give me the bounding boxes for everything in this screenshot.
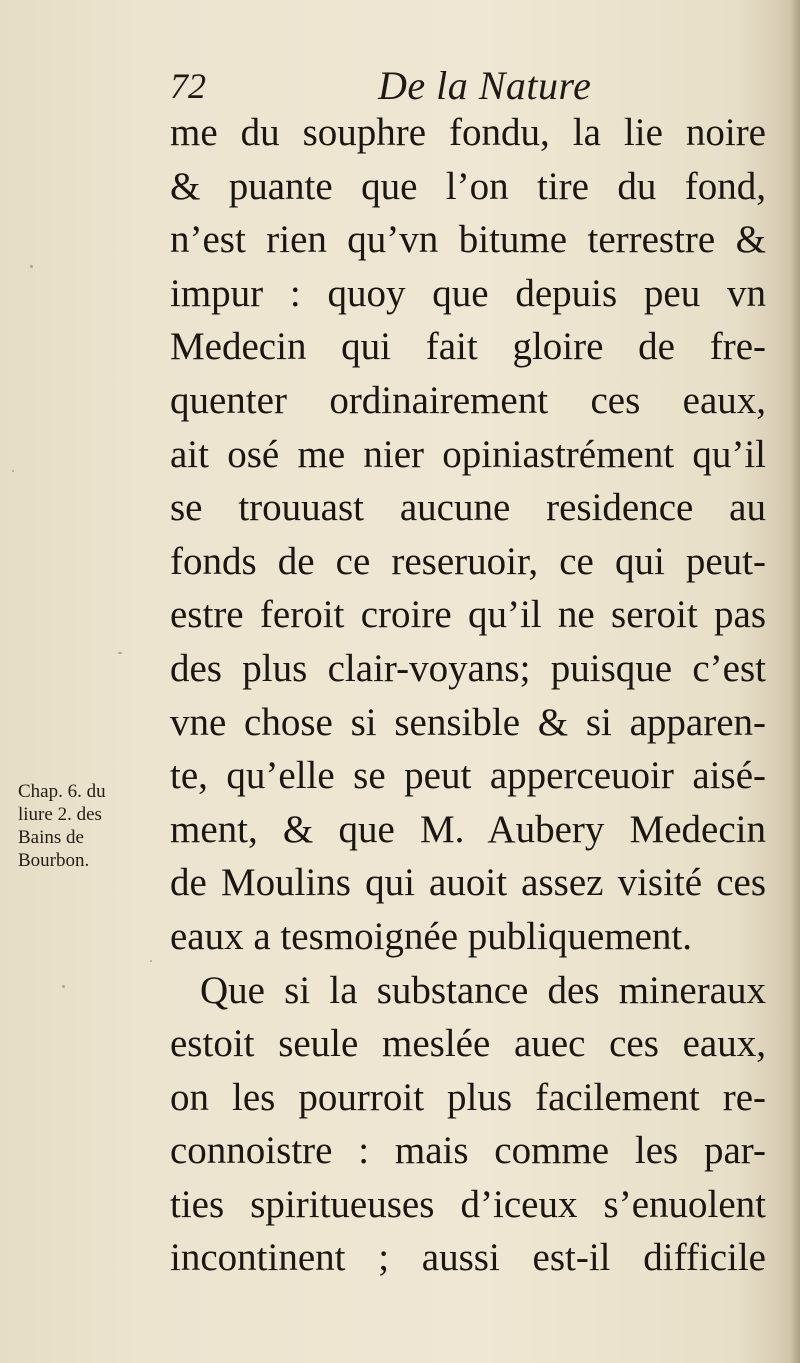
- ink-speck: [150, 960, 152, 962]
- running-title: De la Nature: [378, 63, 592, 108]
- text-line: estoit seule meslée auec ces eaux,: [170, 1022, 766, 1066]
- ink-speck: [30, 265, 33, 268]
- text-line: quenter ordinairement ces eaux,: [170, 378, 766, 422]
- text-line: incontinent ; aussi est-il difficile: [170, 1236, 766, 1280]
- text-line: ment, & que M. Aubery Medecin: [170, 807, 766, 851]
- text-line: Medecin qui fait gloire de fre-: [170, 325, 766, 369]
- text-line: impur : quoy que depuis peu vn: [170, 271, 766, 315]
- text-line: fonds de ce reseruoir, ce qui peut-: [170, 539, 766, 583]
- paragraph-end-line: eaux a tesmoignée publiquement.: [170, 914, 693, 958]
- text-line: de Moulins qui auoit assez visité ces: [170, 861, 766, 905]
- text-line: se trouuast aucune residence au: [170, 486, 766, 530]
- page-header: [168, 48, 628, 108]
- body-text: [170, 106, 766, 1285]
- ink-speck: [118, 652, 122, 654]
- page-number: 72: [170, 66, 206, 106]
- text-line: connoistre : mais comme les par-: [170, 1129, 766, 1173]
- ink-speck: [62, 985, 65, 988]
- text-line: & puante que l’on tire du fond,: [170, 164, 766, 208]
- text-line: des plus clair-voyans; puisque c’est: [170, 646, 766, 690]
- page-edge-shadow: [790, 0, 800, 1363]
- text-line: on les pourroit plus facilement re-: [170, 1075, 766, 1119]
- margin-note-line: liure 2. des: [18, 804, 102, 825]
- text-line: vne chose si sensible & si apparen-: [170, 700, 766, 744]
- text-line: te, qu’elle se peut apperceuoir aisé-: [170, 754, 766, 798]
- margin-note: [18, 780, 168, 872]
- text-line: n’est rien qu’vn bitume terrestre &: [170, 218, 766, 262]
- paragraph-start-line: Que si la substance des mineraux: [200, 968, 766, 1012]
- margin-note-line: Bourbon.: [18, 850, 90, 871]
- text-line: ties spiritueuses d’iceux s’enuolent: [170, 1182, 766, 1226]
- text-line: ait osé me nier opiniastrément qu’il: [170, 432, 766, 476]
- margin-note-line: Chap. 6. du: [18, 781, 106, 802]
- text-line: estre feroit croire qu’il ne seroit pas: [170, 593, 766, 637]
- margin-note-line: Bains de: [18, 827, 84, 848]
- text-line: me du souphre fondu, la lie noire: [170, 111, 766, 154]
- ink-speck: [12, 470, 14, 472]
